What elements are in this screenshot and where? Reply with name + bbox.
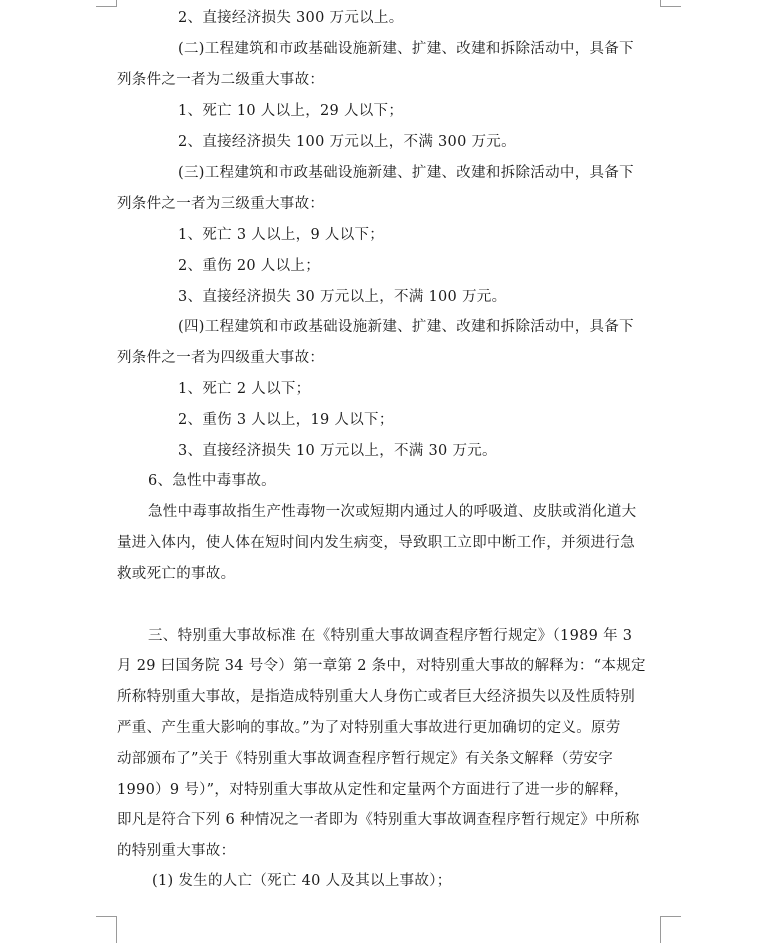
text-line: 1、死亡 10 人以上，29 人以下； xyxy=(178,103,404,119)
text-line: 3、直接经济损失 30 万元以上，不满 100 万元。 xyxy=(178,289,507,305)
text-line: 2、重伤 20 人以上； xyxy=(178,258,320,274)
text-line: 1990）9 号）”，对特别重大事故从定性和定量两个方面进行了进一步的解释， xyxy=(117,782,629,798)
text-line: 1、死亡 2 人以下； xyxy=(178,381,311,397)
text-line: 所称特别重大事故，是指造成特别重大人身伤亡或者巨大经济损失以及性质特别 xyxy=(117,689,635,705)
text-line: 量进入体内，使人体在短时间内发生病变，导致职工立即中断工作，并须进行急 xyxy=(117,535,635,551)
text-line: (四)工程建筑和市政基础设施新建、扩建、改建和拆除活动中，具备下 xyxy=(178,319,634,335)
text-line: 救或死亡的事故。 xyxy=(117,566,236,582)
text-line: 的特别重大事故： xyxy=(117,843,236,859)
text-line: (1) 发生的人亡（死亡 40 人及其以上事故）； xyxy=(152,873,452,889)
bottom-right-margin-mark xyxy=(660,916,681,943)
text-line: 6、急性中毒事故。 xyxy=(148,473,276,489)
text-line: 2、重伤 3 人以上，19 人以下； xyxy=(178,412,394,428)
text-line: 动部颁布了”关于《特别重大事故调查程序暂行规定》有关条文解释（劳安字 xyxy=(117,751,614,767)
top-left-margin-mark xyxy=(96,0,117,7)
text-line: 2、直接经济损失 300 万元以上。 xyxy=(178,10,404,26)
text-line: (二)工程建筑和市政基础设施新建、扩建、改建和拆除活动中，具备下 xyxy=(178,41,634,57)
text-line: (三)工程建筑和市政基础设施新建、扩建、改建和拆除活动中，具备下 xyxy=(178,165,634,181)
text-line: 急性中毒事故指生产性毒物一次或短期内通过人的呼吸道、皮肤或消化道大 xyxy=(148,504,637,520)
text-line: 列条件之一者为三级重大事故： xyxy=(117,196,325,212)
text-line: 即凡是符合下列 6 种情况之一者即为《特别重大事故调查程序暂行规定》中所称 xyxy=(117,812,640,828)
text-line: 列条件之一者为二级重大事故： xyxy=(117,72,325,88)
text-line: 月 29 曰国务院 34 号令）第一章第 2 条中，对特别重大事故的解释为：“本规定 xyxy=(117,658,646,674)
bottom-left-margin-mark xyxy=(96,916,117,943)
top-right-margin-mark xyxy=(660,0,681,7)
text-line: 2、直接经济损失 100 万元以上，不满 300 万元。 xyxy=(178,134,516,150)
text-line: 三、特别重大事故标准 在《特别重大事故调查程序暂行规定》（1989 年 3 xyxy=(148,628,633,644)
text-line: 3、直接经济损失 10 万元以上，不满 30 万元。 xyxy=(178,443,497,459)
text-line: 严重、产生重大影响的事故。”为了对特别重大事故进行更加确切的定义。原劳 xyxy=(117,720,621,736)
text-line: 1、死亡 3 人以上，9 人以下； xyxy=(178,227,385,243)
text-line: 列条件之一者为四级重大事故： xyxy=(117,350,325,366)
